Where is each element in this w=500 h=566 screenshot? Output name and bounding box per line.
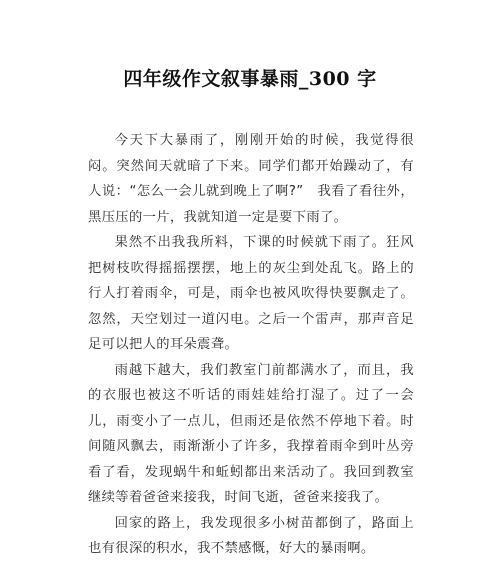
paragraph-2: 果然不出我我所料，下课的时候就下雨了。狂风把树枝吹得摇摇摆摆，地上的灰尘到处乱飞。路上的行人打着雨伞，可是，雨伞也被风吹得快要飘走了。忽然，天空划过一道闪电。之后一个雷声，那声音足足可以把人的耳朵震聋。 bbox=[88, 235, 414, 352]
document-body bbox=[88, 128, 414, 562]
paragraph-4: 回家的路上，我发现很多小树苗都倒了，路面上也有很深的积水，我不禁感慨，好大的暴雨啊。 bbox=[88, 515, 414, 556]
document-title: 四年级作文叙事暴雨_300 字 bbox=[123, 68, 377, 90]
paragraph-1: 今天下大暴雨了，刚刚开始的时候，我觉得很闷。突然间天就暗了下来。同学们都开始躁动了，有人说：“怎么一会儿就到晚上了啊?” 我看了看往外，黑压压的一片，我就知道一定是要下雨了。 bbox=[88, 133, 414, 225]
paragraph-3: 雨越下越大，我们教室门前都满水了，而且，我的衣服也被这不听话的雨娃娃给打湿了。过了一会儿，雨变小了一点儿，但雨还是依然不停地下着。时间随风飘去，雨渐渐小了许多，我撑着雨伞到叶丛旁看了看，发现蜗牛和蚯蚓都出来活动了。我回到教室继续等着爸爸来接我，时间飞逝，爸爸来接我了。 bbox=[88, 362, 414, 505]
